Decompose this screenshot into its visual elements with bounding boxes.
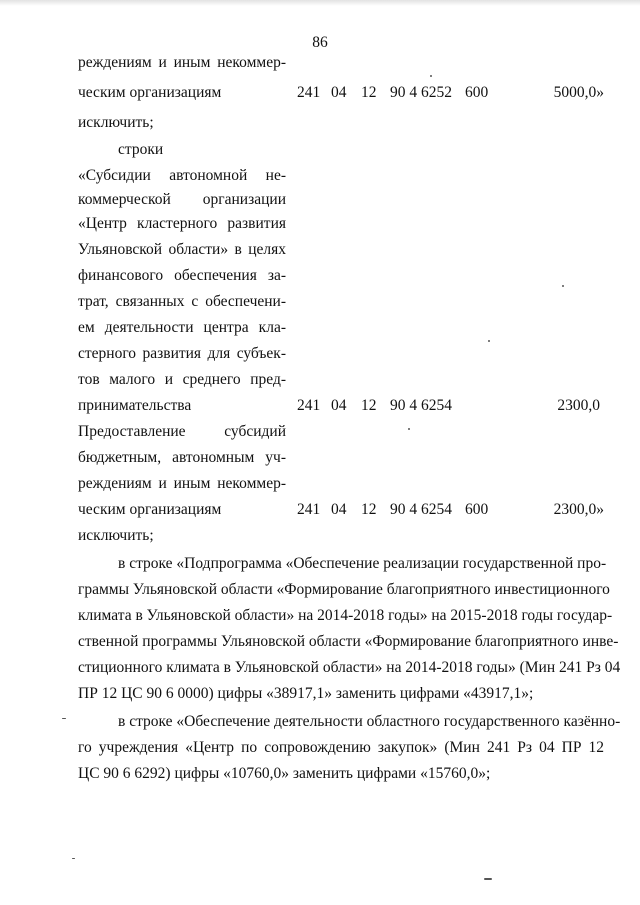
scan-speck xyxy=(72,858,75,859)
exclude-text-1: исключить; xyxy=(78,114,154,131)
exclude-text-2: исключить; xyxy=(78,527,154,544)
row3-pr: 12 xyxy=(361,501,377,518)
scan-speck xyxy=(484,878,492,880)
row1-line-2: ческим организациям xyxy=(78,84,222,101)
paragraph-1-line: климата в Ульяновской области» на 2014-2018 годы» на 2015-2018 годы государ- xyxy=(78,607,613,624)
row1-cs: 90 4 6252 xyxy=(390,84,452,101)
paragraph-1-line: стиционного климата в Ульяновской области» на 2014-2018 годы» (Мин 241 Рз 04 xyxy=(78,659,621,676)
row3-vr: 600 xyxy=(465,501,489,518)
desc-line: стерного развития для субъек- xyxy=(78,345,286,362)
row1-sum: 5000,0» xyxy=(553,84,604,101)
row2-label: принимательства xyxy=(78,397,192,414)
paragraph-1-line: ПР 12 ЦС 90 6 0000) цифры «38917,1» заменить цифрами «43917,1»; xyxy=(78,685,534,702)
desc-line: ем деятельности центра кла- xyxy=(78,319,286,336)
scan-speck xyxy=(62,718,66,719)
row3-rz: 04 xyxy=(331,501,347,518)
row2-sum: 2300,0 xyxy=(557,397,600,414)
paragraph-1-line: граммы Ульяновской области «Формирование благоприятного инвестиционного xyxy=(78,581,610,598)
strings-word: строки xyxy=(118,141,164,158)
row3-line-1: Предоставление субсидий xyxy=(78,423,286,440)
page-number: 86 xyxy=(312,34,328,51)
row2-rz: 04 xyxy=(331,397,347,414)
row2-cs: 90 4 6254 xyxy=(390,397,452,414)
row1-gr: 241 xyxy=(297,84,321,101)
row1-rz: 04 xyxy=(331,84,347,101)
row1-line-1: реждениям и иным некоммер- xyxy=(78,54,286,71)
row3-line-3: реждениям и иным некоммер- xyxy=(78,475,286,492)
desc-line: Ульяновской области» в целях xyxy=(78,241,286,258)
row3-gr: 241 xyxy=(297,501,321,518)
scan-speck xyxy=(408,428,410,430)
row2-gr: 241 xyxy=(297,397,321,414)
desc-line: трат, связанных с обеспечени- xyxy=(78,293,286,310)
scan-edge xyxy=(0,0,640,6)
desc-line: тов малого и среднего пред- xyxy=(78,371,286,388)
row1-pr: 12 xyxy=(361,84,377,101)
row1-vr: 600 xyxy=(465,84,489,101)
scan-speck xyxy=(562,285,564,287)
paragraph-2-line: го учреждения «Центр по сопровождению закупок» (Мин 241 Рз 04 ПР 12 xyxy=(78,739,604,756)
row3-line-2: бюджетным, автономным уч- xyxy=(78,449,286,466)
paragraph-1-line: в строке «Подпрограмма «Обеспечение реализации государственной про- xyxy=(118,555,607,572)
desc-line: коммерческой организации xyxy=(78,191,286,208)
row3-cs: 90 4 6254 xyxy=(390,501,452,518)
desc-line: «Центр кластерного развития xyxy=(78,215,286,232)
row3-line-4: ческим организациям xyxy=(78,501,222,518)
scan-speck xyxy=(488,340,490,342)
paragraph-2-line: в строке «Обеспечение деятельности областного государственного казённо- xyxy=(118,713,621,730)
desc-line: «Субсидии автономной не- xyxy=(78,167,286,184)
paragraph-1-line: ственной программы Ульяновской области «Формирование благоприятного инве- xyxy=(78,633,619,650)
paragraph-2-line: ЦС 90 6 6292) цифры «10760,0» заменить цифрами «15760,0»; xyxy=(78,765,491,782)
row2-pr: 12 xyxy=(361,397,377,414)
desc-line: финансового обеспечения за- xyxy=(78,267,286,284)
row3-sum: 2300,0» xyxy=(553,501,604,518)
scan-speck xyxy=(430,75,432,77)
